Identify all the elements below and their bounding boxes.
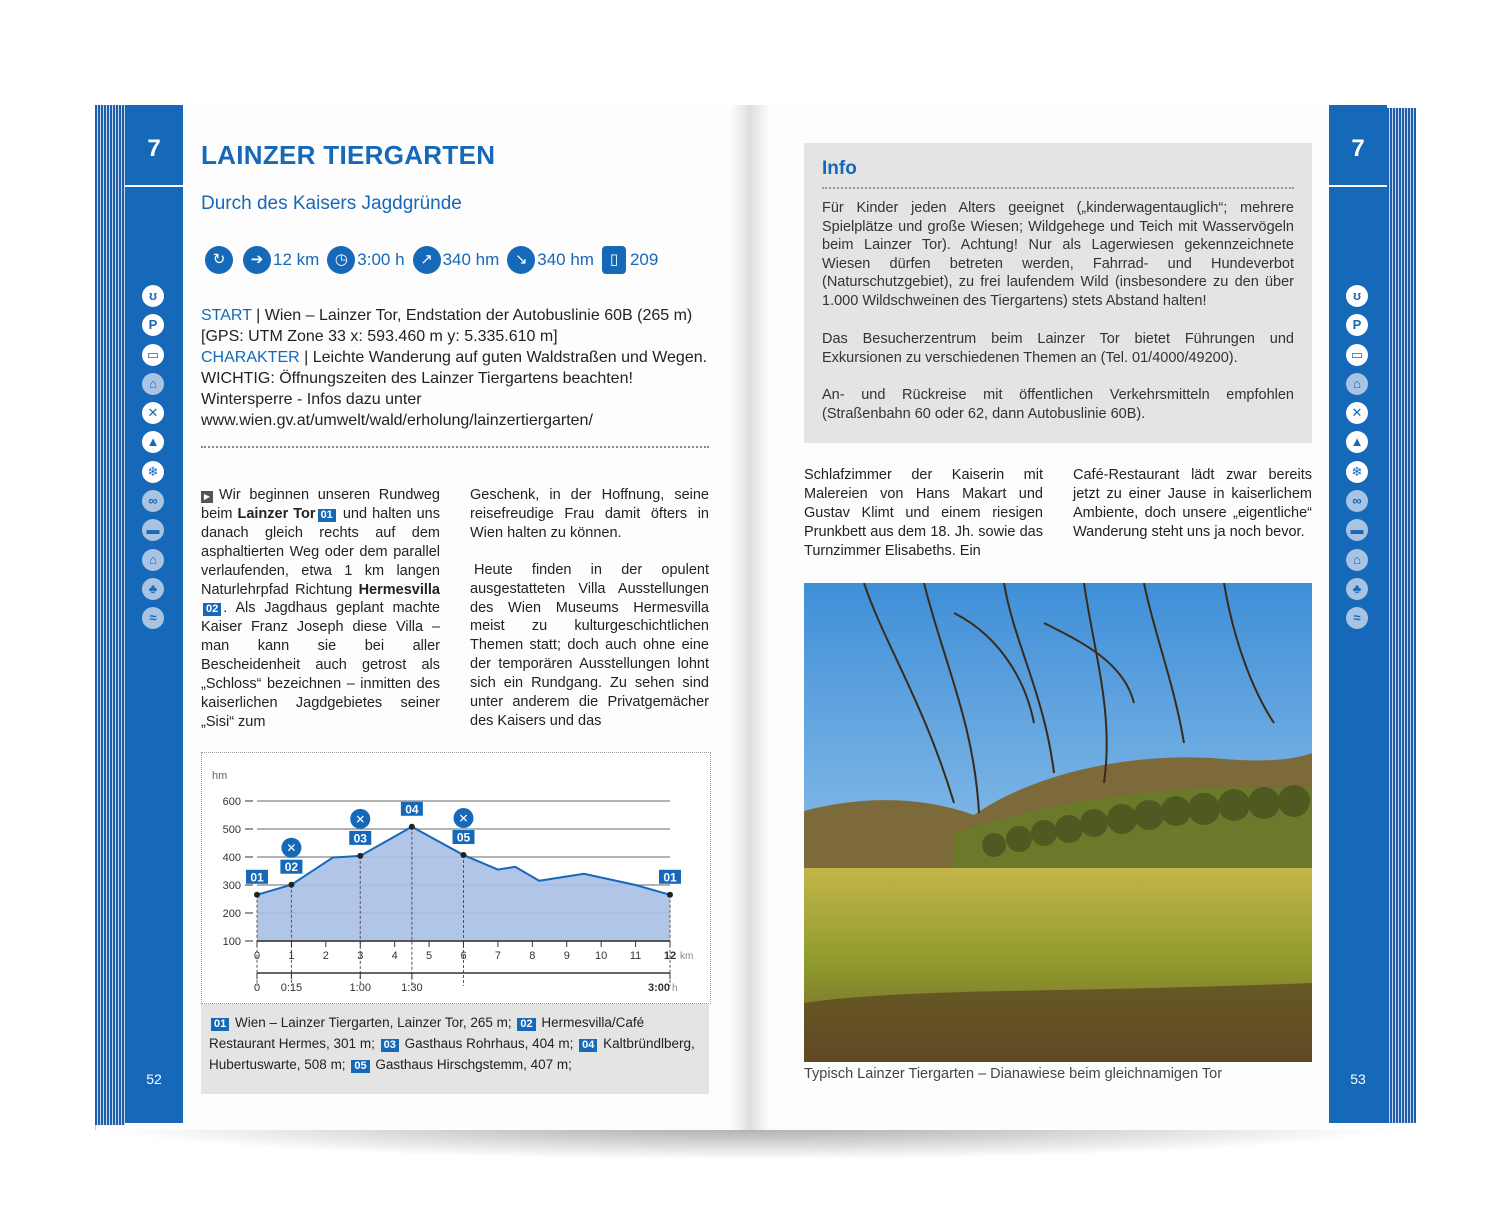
- tour-number-right: 7: [1351, 135, 1365, 162]
- distance-stat: ➔ 12 km: [243, 246, 319, 274]
- left-sidebar-band: [125, 105, 183, 1123]
- waypoint-label: 01: [663, 870, 677, 885]
- info-paragraph-3: An- und Rückreise mit öffentlichen Verkehrsmitteln empfohlen (Straßenbahn 60 oder 62, dann Autobuslinie 60B).: [822, 387, 1294, 422]
- waypoint-label: 02: [284, 860, 299, 875]
- left-text-column-2: Geschenk, in der Hoffnung, seine reisefreudige Frau damit öfters in Wien halten zu können. Heute finden in der opulent ausgestatteten Villa Ausstellungen des Wien Museums Hermesvilla meist zu kulturgeschichtlichen Themen statt; doch auch ohne eine der temporären Ausstellungen lohnt sich ein Rundgang. Zu sehen sind unter anderem die Privatgemächer des Kaisers und das: [470, 487, 709, 729]
- y-tick-label: 100: [222, 936, 241, 948]
- right-text-column-1: Schlafzimmer der Kaiserin mit Malereien von Hans Makart und Gustav Klimt und einem riesigen Prunkbett aus dem 18. Jh. sowie das Turnzimmer Elisabeths. Ein: [804, 467, 1043, 559]
- swim-icon: ≈: [1346, 607, 1368, 629]
- band-divider: [1329, 185, 1387, 187]
- info-box: [804, 143, 1312, 443]
- y-axis-label: hm: [212, 770, 228, 782]
- waypoint-point: [409, 824, 415, 830]
- feature-icons-left: [142, 285, 166, 637]
- page-edges-left: [95, 105, 125, 1125]
- charakter-label: CHARAKTER: [201, 349, 300, 366]
- tree-icon: ♣: [142, 578, 164, 600]
- photo-caption: Typisch Lainzer Tiergarten – Dianawiese beim gleichnamigen Tor: [804, 1066, 1223, 1082]
- time-tick-label: 1:00: [349, 982, 371, 994]
- x-tick-label: 1: [288, 950, 295, 962]
- landscape-photo: [804, 583, 1312, 1062]
- waypoint-point: [254, 892, 260, 898]
- waypoint-point: [667, 892, 673, 898]
- book-gutter: [730, 105, 770, 1130]
- tour-stats: [205, 244, 666, 276]
- waypoint-label: 03: [353, 831, 367, 846]
- page-number-left: 52: [146, 1071, 162, 1087]
- cable-car-icon: ⌂: [1346, 373, 1368, 395]
- ascent-stat: ↗ 340 hm: [413, 246, 500, 274]
- y-tick-label: 500: [222, 824, 241, 836]
- map-icon: ▯: [602, 246, 626, 274]
- legend-marker: 03: [381, 1039, 399, 1052]
- hut-icon: ▲: [142, 431, 164, 453]
- legend-marker: 05: [351, 1060, 369, 1073]
- charakter-text: | Leichte Wanderung auf guten Waldstraßen und Wegen. WICHTIG: Öffnungszeiten des Lainzer Tiergartens beachten! Wintersperre - Infos dazu unter www.wien.gv.at/umwelt/wald/erholung/lainzertiergarten/: [201, 349, 708, 429]
- ascent-icon: ↗: [413, 246, 441, 274]
- time-tick-label: 0: [253, 982, 261, 994]
- x-tick-label: 2: [322, 950, 329, 962]
- time-axis-unit: h: [672, 983, 678, 994]
- waypoint-point: [461, 852, 467, 858]
- legend-marker: 02: [517, 1018, 535, 1031]
- y-tick-label: 200: [222, 908, 241, 920]
- restaurant-icon-glyph: ✕: [458, 811, 469, 826]
- tree-icon: ♣: [1346, 578, 1368, 600]
- x-tick-label: 3: [357, 950, 364, 962]
- start-text: | Wien – Lainzer Tor, Endstation der Autobuslinie 60B (265 m) [GPS: UTM Zone 33 x: 593.460 m y: 5.335.610 m]: [201, 307, 693, 345]
- waypoint-marker: 01: [318, 509, 336, 522]
- meadow-photo-illustration: [804, 583, 1312, 1062]
- time-tick-label: 0:15: [280, 982, 303, 994]
- legend-marker: 04: [579, 1039, 597, 1052]
- parking-icon: P: [142, 314, 164, 336]
- legend-marker: 01: [211, 1018, 229, 1031]
- hut-icon: ▲: [1346, 431, 1368, 453]
- legend-text: Gasthaus Hirschgstemm, 407 m;: [371, 1057, 572, 1072]
- x-tick-label: 8: [529, 950, 536, 962]
- x-tick-label: 9: [563, 950, 570, 962]
- bus-icon: ▭: [142, 344, 164, 366]
- start-info: [201, 305, 711, 431]
- legend-text: Hermesvilla/Café Restaurant Hermes, 301 m;: [209, 1015, 645, 1051]
- bed-icon: ▬: [142, 519, 164, 541]
- y-tick-label: 300: [222, 880, 241, 892]
- circular-route-stat: [205, 246, 235, 274]
- bike-icon: ∞: [142, 490, 164, 512]
- restaurant-icon: ✕: [142, 402, 164, 424]
- bike-icon: ∞: [1346, 490, 1368, 512]
- descent-stat: ↘ 340 hm: [507, 246, 594, 274]
- x-tick-label: 11: [629, 950, 642, 962]
- tour-title: LAINZER TIERGARTEN: [201, 140, 496, 170]
- y-tick-label: 400: [222, 852, 241, 864]
- museum-icon: ⌂: [142, 549, 164, 571]
- bear-icon: ʊ: [142, 285, 164, 307]
- parking-icon: P: [1346, 314, 1368, 336]
- x-axis-label: km: [680, 951, 694, 962]
- descent-icon: ↘: [507, 246, 535, 274]
- map-stat: ▯ 209: [602, 246, 658, 274]
- page-edges-right: [1386, 108, 1416, 1123]
- x-tick-label: 12: [663, 950, 677, 962]
- band-divider: [125, 185, 183, 187]
- x-tick-label: 4: [391, 950, 398, 962]
- cable-car-icon: ⌂: [142, 373, 164, 395]
- time-tick-label: 1:30: [401, 982, 423, 994]
- tour-subtitle: Durch des Kaisers Jagdgründe: [201, 193, 462, 214]
- legend-text: Wien – Lainzer Tiergarten, Lainzer Tor, 265 m;: [231, 1015, 516, 1030]
- x-tick-label: 10: [595, 950, 608, 962]
- restaurant-icon: ✕: [1346, 402, 1368, 424]
- legend-text: Gasthaus Rohrhaus, 404 m;: [400, 1036, 578, 1051]
- y-tick-label: 600: [222, 796, 241, 808]
- right-text-column-2: Café-Restaurant lädt zwar bereits jetzt zu einer Jause in kaiserlichem Ambiente, doch unsere „eigentliche“ Wanderung steht uns ja noch bevor.: [1073, 467, 1312, 540]
- bus-icon: ▭: [1346, 344, 1368, 366]
- right-sidebar-band: [1329, 105, 1387, 1123]
- arrow-marker-icon: ▶: [201, 491, 213, 503]
- bear-icon: ʊ: [1346, 285, 1368, 307]
- elevation-chart-svg: [202, 753, 710, 1003]
- info-heading: Info: [822, 158, 857, 179]
- duration-stat: ◷ 3:00 h: [327, 246, 404, 274]
- info-paragraph-2: Das Besucherzentrum beim Lainzer Tor bietet Führungen und Exkursionen zu verschiedenen Themen an (Tel. 01/4000/49200).: [822, 331, 1294, 366]
- x-tick-label: 0: [253, 950, 261, 962]
- museum-icon: ⌂: [1346, 549, 1368, 571]
- waypoint-point: [288, 882, 294, 888]
- waypoint-label: 04: [405, 802, 419, 817]
- waypoint-legend: [201, 1004, 709, 1094]
- elevation-profile-chart: [201, 752, 711, 1004]
- x-tick-label: 6: [460, 950, 467, 962]
- restaurant-icon-glyph: ✕: [355, 812, 366, 827]
- snowflake-icon: ❄: [142, 461, 164, 483]
- info-paragraph-1: Für Kinder jeden Alters geeignet („kinderwagentauglich“; mehrere Spielplätze und große Wiesen; Wildgehege und Teich mit Wasservögeln beim Lainzer Tor). Achtung! Nur als Lagerwiesen gekennzeichnete Wiesen dürfen betreten werden, Fahrrad- und Hundeverbot (Naturschutzgebiet), zu frei laufendem Wild (insbesondere zu den über 1.000 Wildschweinen des Tiergartens) stets Abstand halten!: [822, 200, 1294, 309]
- page-number-right: 53: [1350, 1071, 1366, 1087]
- left-text-column-1: ▶ Wir beginnen unseren Rundweg beim Lainzer Tor 01 und halten uns danach gleich rechts auf dem asphaltierten Weg oder dem parallel verlaufenden, etwa 1 km langen Naturlehrpfad Richtung Hermesvilla02 . Als Jagdhaus geplant machte Kaiser Franz Joseph diese Villa – man kann sie bei aller Bescheidenheit auch getrost als „Schloss“ bezeichnen – inmitten des kaiserlichen Jagdgebietes seiner „Sisi“ zum: [201, 487, 440, 730]
- x-tick-label: 7: [494, 950, 501, 962]
- restaurant-icon-glyph: ✕: [286, 841, 297, 856]
- time-tick-label: 3:00: [647, 982, 670, 994]
- snowflake-icon: ❄: [1346, 461, 1368, 483]
- signpost-icon: ➔: [243, 246, 271, 274]
- x-tick-label: 5: [426, 950, 433, 962]
- bed-icon: ▬: [1346, 519, 1368, 541]
- swim-icon: ≈: [142, 607, 164, 629]
- tour-number-left: 7: [147, 135, 161, 162]
- waypoint-label: 05: [456, 830, 471, 845]
- circular-route-icon: ↻: [205, 246, 233, 274]
- feature-icons-right: [1346, 285, 1370, 637]
- section-divider: [201, 446, 709, 448]
- legend-text: Kaltbründlberg, Hubertuswarte, 508 m;: [209, 1036, 695, 1072]
- waypoint-point: [357, 853, 363, 859]
- info-divider: [822, 187, 1294, 189]
- waypoint-marker: 02: [203, 603, 221, 616]
- clock-icon: ◷: [327, 246, 355, 274]
- start-label: START: [201, 307, 252, 324]
- waypoint-label: 01: [250, 870, 264, 885]
